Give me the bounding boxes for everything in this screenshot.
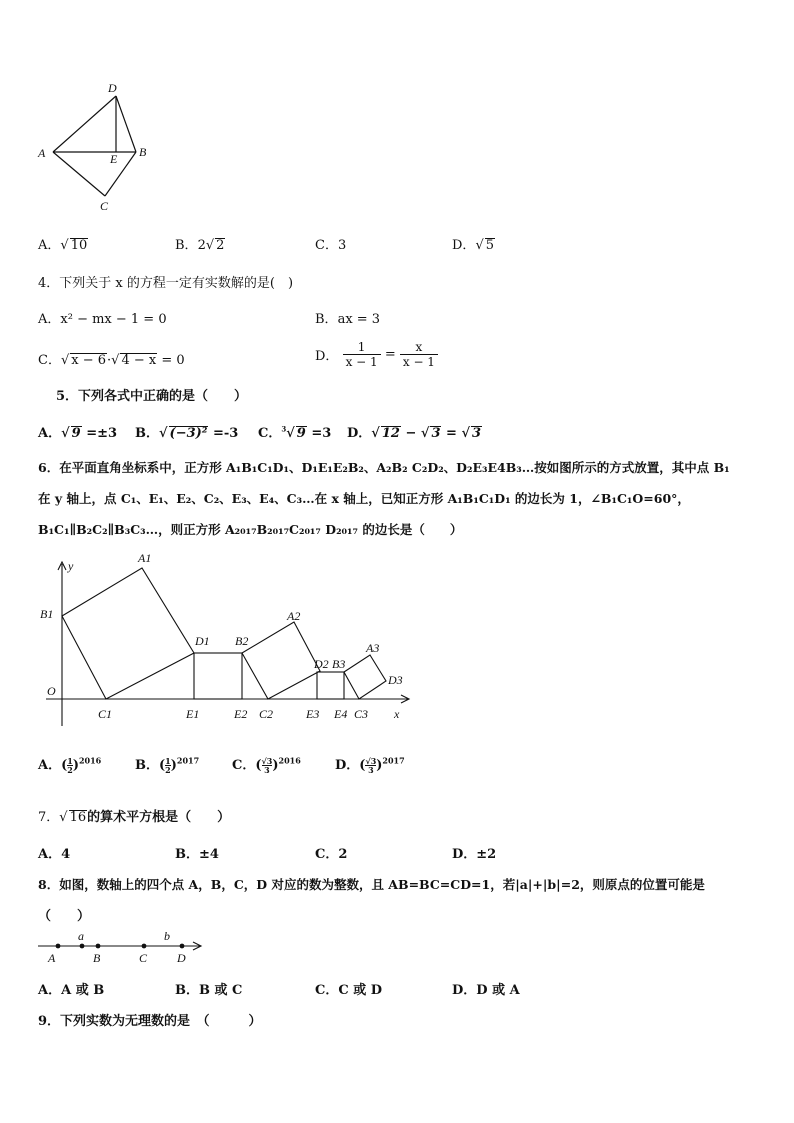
- q6-option-d[interactable]: D．( $\frac{√3}{3}$ )$^{2017}$: [335, 755, 405, 775]
- q6-label-c2: C2: [259, 707, 274, 721]
- q4-stem: 4．下列关于 x 的方程一定有实数解的是( ): [38, 276, 294, 291]
- q3-label-c: C: [100, 199, 109, 213]
- q5-option-d[interactable]: D．√ 12 − √ 3 = √ 3: [347, 426, 482, 441]
- q6-label-o: O: [47, 684, 56, 698]
- q3-label-d: D: [108, 81, 117, 95]
- q8-label-d: D: [177, 951, 186, 965]
- q3-label-b: B: [139, 145, 147, 159]
- q6-label-e4: E4: [334, 707, 348, 721]
- q5-option-c[interactable]: C．$^3$√ 9 =3: [258, 424, 332, 441]
- q6-option-a[interactable]: A．( $\frac{1}{2}$ )$^{2016}$: [38, 755, 102, 775]
- q4-option-b[interactable]: B．ax = 3: [315, 312, 381, 327]
- q3-option-d[interactable]: D．√ 5: [452, 238, 495, 253]
- q4-option-a[interactable]: A．x² − mx − 1 = 0: [38, 312, 167, 327]
- q6-label-b3: B3: [332, 657, 346, 671]
- q3-label-e: E: [110, 152, 118, 166]
- q6-label-c3: C3: [354, 707, 369, 721]
- q6-line-2: 在 y 轴上，点 C₁、E₁、E₂、C₂、E₃、E₄、C₃…在 x 轴上，已知正方形 A₁B₁C₁D₁ 的边长为 1，∠B₁C₁O=60°，: [38, 491, 690, 506]
- q6-label-d3: D3: [388, 673, 403, 687]
- q9-stem: 9．下列实数为无理数的是 （ ）: [38, 1014, 262, 1029]
- q3-option-b[interactable]: B．2√ 2: [175, 238, 225, 253]
- q6-label-c1: C1: [98, 707, 113, 721]
- q8-label-c: C: [139, 951, 148, 965]
- q5-stem: 5．下列各式中正确的是（ ）: [56, 389, 248, 404]
- q6-label-e1: E1: [186, 707, 200, 721]
- q7-option-a[interactable]: A．4: [38, 847, 71, 862]
- q8-option-c[interactable]: C．C 或 D: [315, 983, 383, 998]
- q5-option-b[interactable]: B．√ (−3)² =-3: [135, 426, 239, 441]
- q6-option-c[interactable]: C．( $\frac{√3}{3}$ )$^{2016}$: [232, 755, 301, 775]
- q6-label-e2: E2: [234, 707, 248, 721]
- q7-option-d[interactable]: D．±2: [452, 847, 497, 862]
- q8-label-a: A: [48, 951, 56, 965]
- q6-label-x: x: [394, 707, 400, 721]
- q3-option-a[interactable]: A．√ 10: [38, 238, 88, 253]
- q3-figure: [30, 78, 160, 213]
- q6-option-b[interactable]: B．( $\frac{1}{2}$ )$^{2017}$: [135, 755, 200, 775]
- q5-option-a[interactable]: A．√ 9 =±3: [38, 426, 118, 441]
- q3-label-a: A: [38, 146, 46, 160]
- q4-option-c[interactable]: C．√ x − 6·√ 4 − x = 0: [38, 353, 185, 368]
- q8-number-line: [36, 928, 206, 966]
- q6-figure: [36, 550, 416, 728]
- q6-label-a3: A3: [366, 641, 380, 655]
- q4-option-d[interactable]: D． $\frac{1}{x - 1}$ = $\frac{x}{x - 1}$: [315, 340, 438, 369]
- q8-label-b: B: [93, 951, 101, 965]
- q6-label-y: y: [68, 559, 74, 573]
- q7-option-c[interactable]: C．2: [315, 847, 348, 862]
- q6-label-d2: D2: [314, 657, 329, 671]
- q6-line-3: B₁C₁∥B₂C₂∥B₃C₃…，则正方形 A₂₀₁₇B₂₀₁₇C₂₀₁₇ D₂₀₁₇ 的边长是（ ）: [38, 522, 463, 537]
- q6-label-e3: E3: [306, 707, 320, 721]
- q7-stem: 7．√ 16的算术平方根是（ ）: [38, 810, 231, 825]
- q8-label-a-lower: a: [78, 929, 84, 943]
- q7-option-b[interactable]: B．±4: [175, 847, 219, 862]
- q6-label-a1: A1: [138, 551, 152, 565]
- q6-line-1: 6．在平面直角坐标系中，正方形 A₁B₁C₁D₁、D₁E₁E₂B₂、A₂B₂ C₂D₂、D₂E₃E4B₃…按如图所示的方式放置，其中点 B₁: [38, 460, 730, 475]
- q6-label-d1: D1: [195, 634, 210, 648]
- q6-label-b1: B1: [40, 607, 54, 621]
- q6-label-a2: A2: [287, 609, 301, 623]
- q8-label-b-lower: b: [164, 929, 170, 943]
- q8-option-b[interactable]: B．B 或 C: [175, 983, 243, 998]
- q6-label-b2: B2: [235, 634, 249, 648]
- q8-line-1: 8．如图，数轴上的四个点 A，B，C，D 对应的数为整数，且 AB=BC=CD=1，若|a|+|b|=2，则原点的位置可能是: [38, 877, 705, 892]
- q3-option-c[interactable]: C．3: [315, 238, 347, 253]
- q8-option-a[interactable]: A．A 或 B: [38, 983, 105, 998]
- q8-line-2: （ ）: [38, 909, 91, 924]
- q8-option-d[interactable]: D．D 或 A: [452, 983, 520, 998]
